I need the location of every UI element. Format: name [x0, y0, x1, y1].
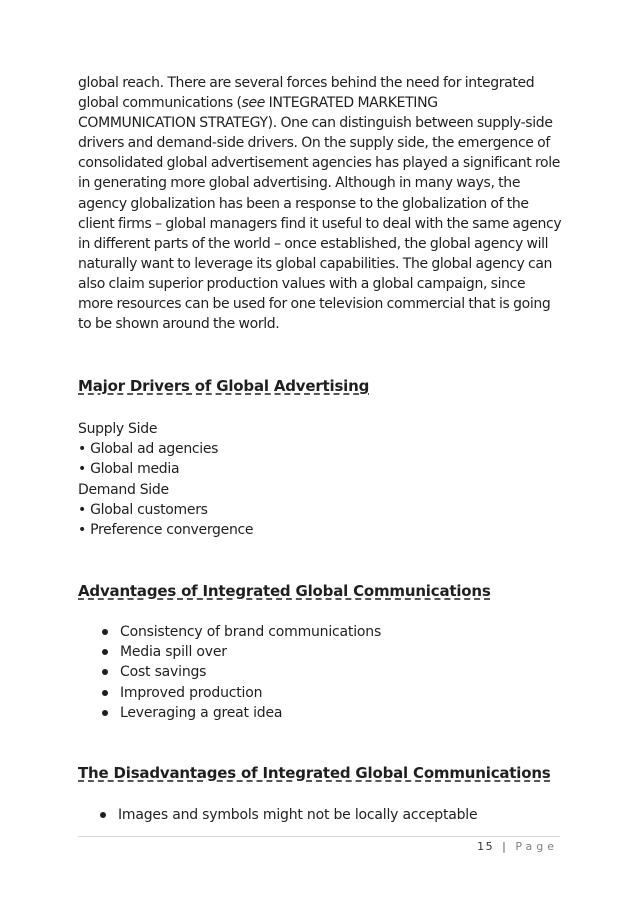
list-item: Leveraging a great idea	[98, 703, 381, 723]
list-item: Demand Side	[78, 481, 169, 498]
disadvantages-heading: The Disadvantages of Integrated Global Communications	[78, 764, 551, 782]
disadvantages-list	[96, 805, 477, 825]
footer-divider	[78, 836, 560, 837]
body-paragraph	[78, 73, 562, 334]
list-item: • Global media	[78, 461, 180, 478]
paragraph-line: global communications (see INTEGRATED MARKETING	[78, 95, 438, 112]
list-item: Media spill over	[98, 642, 381, 662]
bullet-icon	[102, 710, 108, 716]
paragraph-line: in different parts of the world – once established, the global agency will	[78, 235, 549, 252]
bullet-icon	[102, 629, 108, 635]
page-number: 15	[477, 840, 495, 853]
advantages-list	[98, 622, 381, 723]
paragraph-line: drivers and demand-side drivers. On the supply side, the emergence of	[78, 135, 550, 152]
paragraph-line: naturally want to leverage its global capabilities. The global agency can	[78, 255, 553, 272]
drivers-list	[78, 419, 253, 540]
page-label: Page	[515, 840, 558, 853]
paragraph-line: COMMUNICATION STRATEGY). One can distinguish between supply-side	[78, 115, 553, 132]
paragraph-line: in generating more global advertising. Although in many ways, the	[78, 175, 521, 192]
list-item: • Global ad agencies	[78, 441, 219, 458]
drivers-heading: Major Drivers of Global Advertising	[78, 377, 370, 395]
advantages-heading: Advantages of Integrated Global Communications	[78, 582, 491, 600]
page-footer	[477, 840, 558, 853]
bullet-icon	[102, 690, 108, 696]
list-item: Consistency of brand communications	[98, 622, 381, 642]
paragraph-line: global reach. There are several forces behind the need for integrated	[78, 75, 535, 91]
paragraph-line: more resources can be used for one television commercial that is going	[78, 296, 551, 313]
list-item: Images and symbols might not be locally acceptable	[96, 805, 477, 825]
footer-separator: |	[502, 840, 508, 853]
list-item: Supply Side	[78, 421, 158, 437]
paragraph-line: agency globalization has been a response to the globalization of the	[78, 195, 529, 212]
paragraph-line: also claim superior production values with a global campaign, since	[78, 275, 526, 292]
list-item: • Global customers	[78, 501, 208, 518]
bullet-icon	[102, 669, 108, 675]
list-item: Cost savings	[98, 662, 381, 682]
bullet-icon	[100, 812, 106, 818]
bullet-icon	[102, 649, 108, 655]
list-item: Improved production	[98, 683, 381, 703]
see-reference: see	[241, 95, 266, 112]
paragraph-line: consolidated global advertisement agencies has played a significant role	[78, 155, 561, 172]
list-item: • Preference convergence	[78, 522, 254, 539]
paragraph-line: to be shown around the world.	[78, 316, 280, 333]
paragraph-line: client firms – global managers find it useful to deal with the same agency	[78, 215, 562, 232]
